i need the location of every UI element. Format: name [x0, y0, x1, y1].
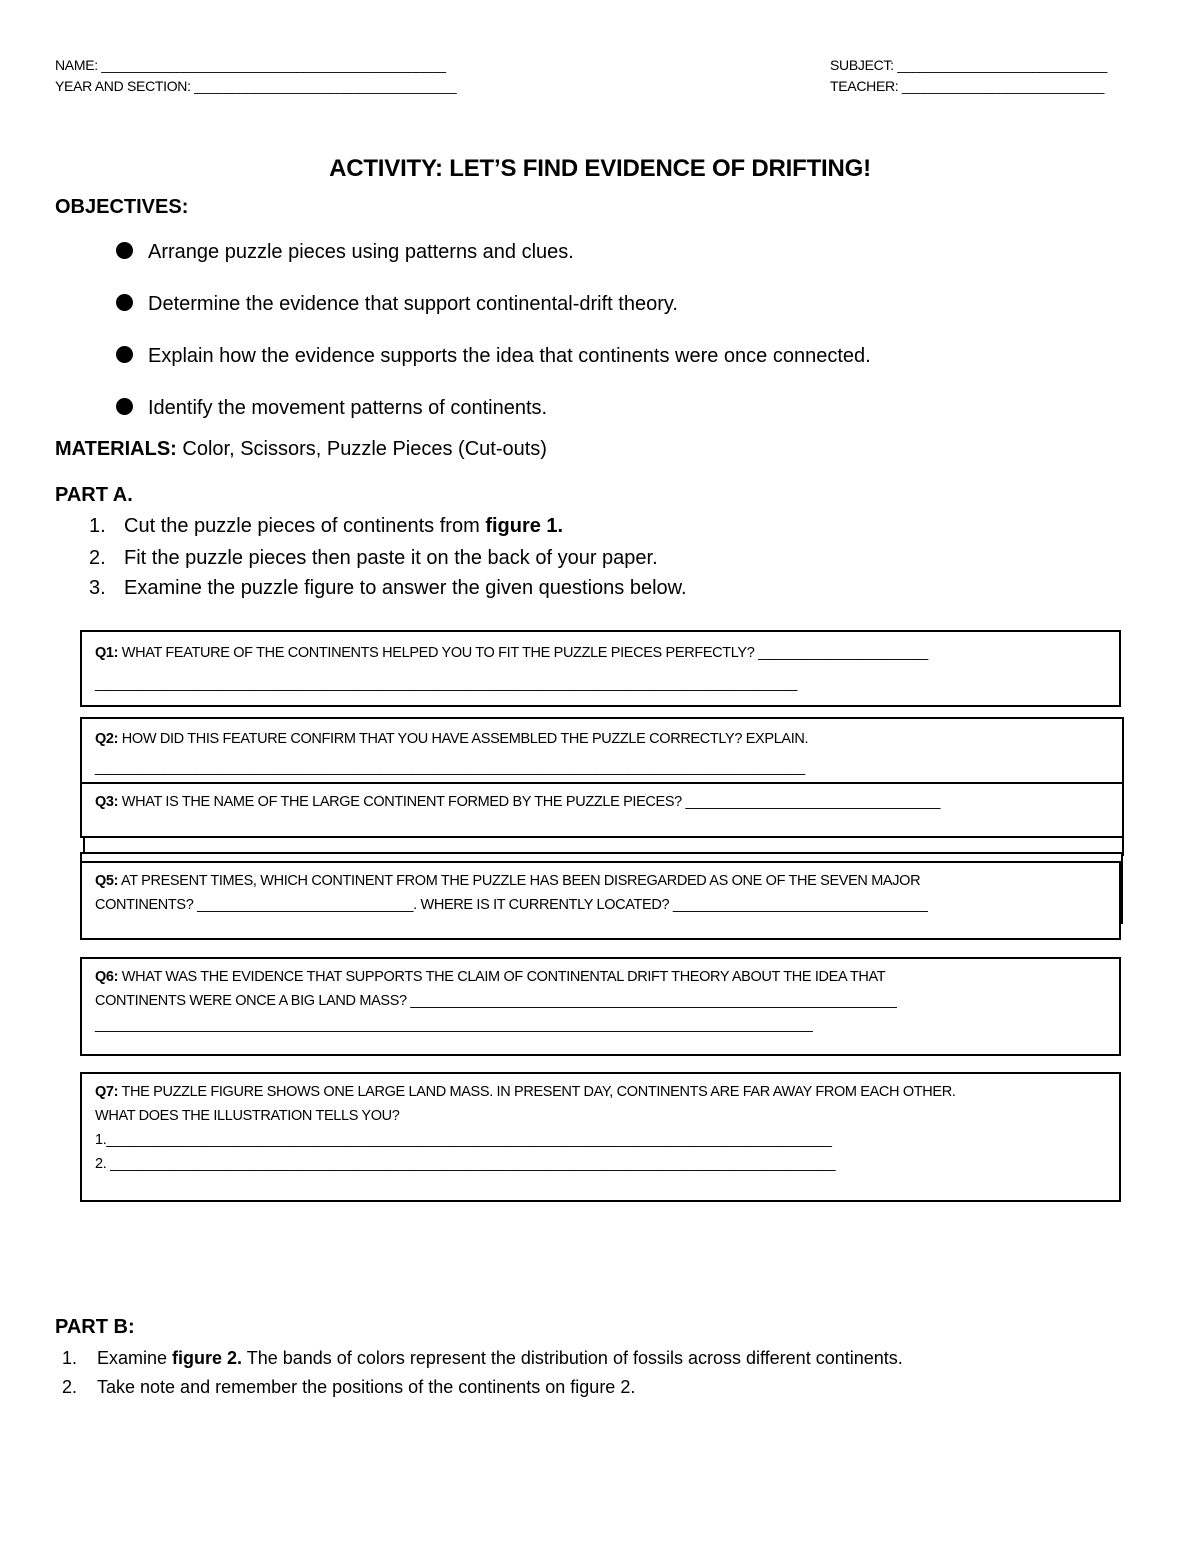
subject-field[interactable]: SUBJECT: ____________________________: [830, 57, 1107, 73]
q1-box: [80, 630, 1121, 707]
part-a-heading: PART A.: [55, 484, 133, 506]
part-b-heading: PART B:: [55, 1316, 135, 1338]
q2-line1[interactable]: Q2: HOW DID THIS FEATURE CONFIRM THAT YOU HAVE ASSEMBLED THE PUZZLE CORRECTLY? EXPLAIN.: [95, 731, 809, 747]
materials-text: Color, Scissors, Puzzle Pieces (Cut-outs): [176, 438, 547, 460]
materials-label: MATERIALS:: [55, 438, 177, 460]
objective-item: Determine the evidence that support continental-drift theory.: [116, 293, 678, 316]
part-a-step: 2. Fit the puzzle pieces then paste it on the back of your paper.: [89, 547, 658, 569]
q5-line1[interactable]: Q5: AT PRESENT TIMES, WHICH CONTINENT FROM THE PUZZLE HAS BEEN DISREGARDED AS ONE OF THE SEVEN MAJOR: [95, 873, 921, 889]
q7-answer-line-2[interactable]: 2. ______________________________________________________________________________________________: [95, 1156, 836, 1172]
part-a-step: 3. Examine the puzzle figure to answer the given questions below.: [89, 577, 687, 599]
q7-line2: WHAT DOES THE ILLUSTRATION TELLS YOU?: [95, 1108, 400, 1124]
objective-item: Explain how the evidence supports the idea that continents were once connected.: [116, 345, 871, 368]
q7-answer-line-1[interactable]: 1.______________________________________________________________________________________________: [95, 1132, 832, 1148]
q6-line2[interactable]: CONTINENTS WERE ONCE A BIG LAND MASS? _______________________________________________________________: [95, 993, 897, 1009]
q6-answer-line[interactable]: _____________________________________________________________________________________________: [95, 1017, 813, 1033]
activity-title: ACTIVITY: LET’S FIND EVIDENCE OF DRIFTING!: [329, 155, 871, 182]
part-b-step: 2. Take note and remember the positions of the continents on figure 2.: [62, 1377, 636, 1397]
q1-line1[interactable]: Q1: WHAT FEATURE OF THE CONTINENTS HELPED YOU TO FIT THE PUZZLE PIECES PERFECTLY? ______________________: [95, 645, 928, 661]
bullet-icon: [116, 346, 133, 363]
part-a-step: 1. Cut the puzzle pieces of continents from figure 1.: [89, 515, 564, 537]
objective-item: Arrange puzzle pieces using patterns and clues.: [116, 241, 574, 264]
name-field[interactable]: NAME: ______________________________________________: [55, 57, 446, 73]
bullet-icon: [116, 294, 133, 311]
teacher-field[interactable]: TEACHER: ___________________________: [830, 78, 1105, 94]
objective-item: Identify the movement patterns of continents.: [116, 397, 547, 420]
bullet-icon: [116, 398, 133, 415]
objectives-heading: OBJECTIVES:: [55, 196, 189, 218]
q5-line2[interactable]: CONTINENTS? ____________________________. WHERE IS IT CURRENTLY LOCATED? _________________________________: [95, 897, 928, 913]
q6-line1[interactable]: Q6: WHAT WAS THE EVIDENCE THAT SUPPORTS THE CLAIM OF CONTINENTAL DRIFT THEORY ABOUT THE IDEA THAT: [95, 969, 886, 985]
q2-answer-line[interactable]: ____________________________________________________________________________________________: [95, 760, 805, 776]
year-section-field[interactable]: YEAR AND SECTION: ___________________________________: [55, 78, 457, 94]
q3-box: [80, 782, 1124, 838]
materials-line: [55, 438, 547, 461]
q3-line1[interactable]: Q3: WHAT IS THE NAME OF THE LARGE CONTINENT FORMED BY THE PUZZLE PIECES? _________________________________: [95, 794, 941, 810]
q1-answer-line[interactable]: ___________________________________________________________________________________________: [95, 676, 797, 692]
part-b-step: 1. Examine figure 2. The bands of colors represent the distribution of fossils across different continents.: [62, 1348, 903, 1368]
q7-line1[interactable]: Q7: THE PUZZLE FIGURE SHOWS ONE LARGE LAND MASS. IN PRESENT DAY, CONTINENTS ARE FAR AWAY FROM EACH OTHER.: [95, 1084, 956, 1100]
bullet-icon: [116, 242, 133, 259]
